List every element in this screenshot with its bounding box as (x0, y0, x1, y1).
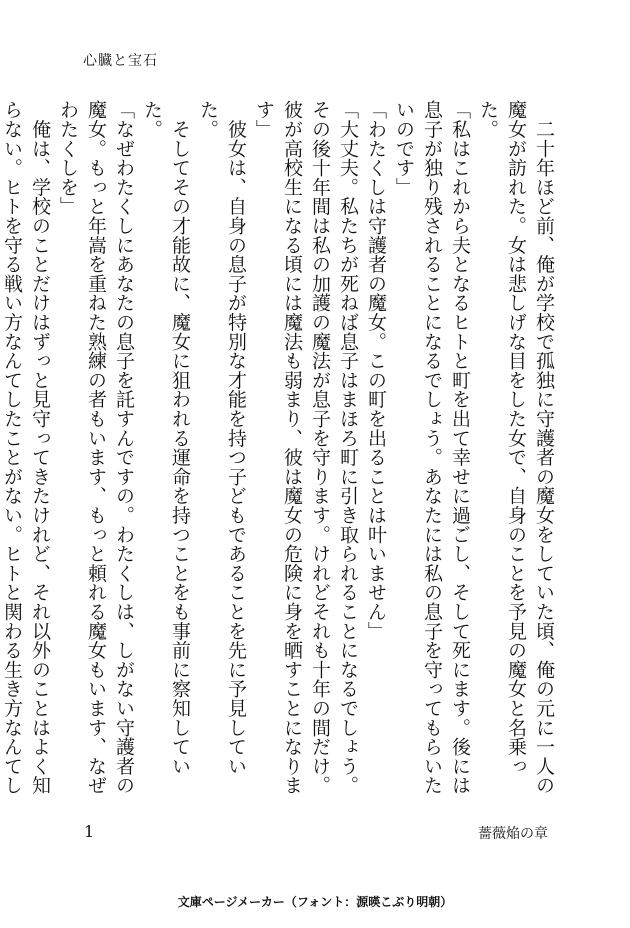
book-title: 心臓と宝石 (83, 53, 158, 69)
footer-credit: 文庫ページメーカー（フォント：源暎こぶり明朝） (177, 895, 453, 909)
paragraph-2: 「私はこれから夫となるヒトと町を出て幸せに過ごし、そして死にます。後には息子が独り残されることになるでしょう。あなたには私の息子を守ってもらいたいのです」 (393, 100, 471, 795)
chapter-name: 薔薇焔の章 (478, 826, 548, 842)
vertical-text-body (1, 100, 558, 800)
paragraph-6: そしてその才能故に、魔女に狙われる運命を持つことをも事前に察知していた。 (141, 100, 191, 776)
paragraph-1: 二十年ほど前、俺が学校で孤独に守護者の魔女をしていた頃、俺の元に一人の魔女が訪れた。女は悲しげな目をした女で、自身のことを予見の魔女と名乗った。 (477, 100, 555, 795)
paragraph-4: 「大丈夫。私たちが死ねば息子はまほろ町に引き取られることになるでしょう。その後十年間は私の加護の魔法が息子を守ります。けれどそれも十年の間だけ。彼が高校生になる頃には魔法も弱まり、彼は魔女の危険に身を晒すことになります」 (253, 100, 359, 795)
paragraph-7: 「なぜわたくしにあなたの息子を託すんですの。わたくしは、しがない守護者の魔女。もっと年嵩を重ねた熟練の者もいます、もっと頼れる魔女もいます、なぜわたくしを」 (57, 100, 135, 795)
page-number: 1 (84, 822, 95, 841)
paragraph-8: 俺は、学校のことだけはずっと見守ってきたけれど、それ以外のことはよく知らない。ヒトを守る戦い方なんてしたことがない。ヒトと関わる生き方なんてし (1, 100, 51, 795)
paragraph-5: 彼女は、自身の息子が特別な才能を持つ子どもであることを先に予見していた。 (197, 100, 247, 776)
paragraph-3: 「わたくしは守護者の魔女。この町を出ることは叶いません」 (365, 100, 387, 641)
